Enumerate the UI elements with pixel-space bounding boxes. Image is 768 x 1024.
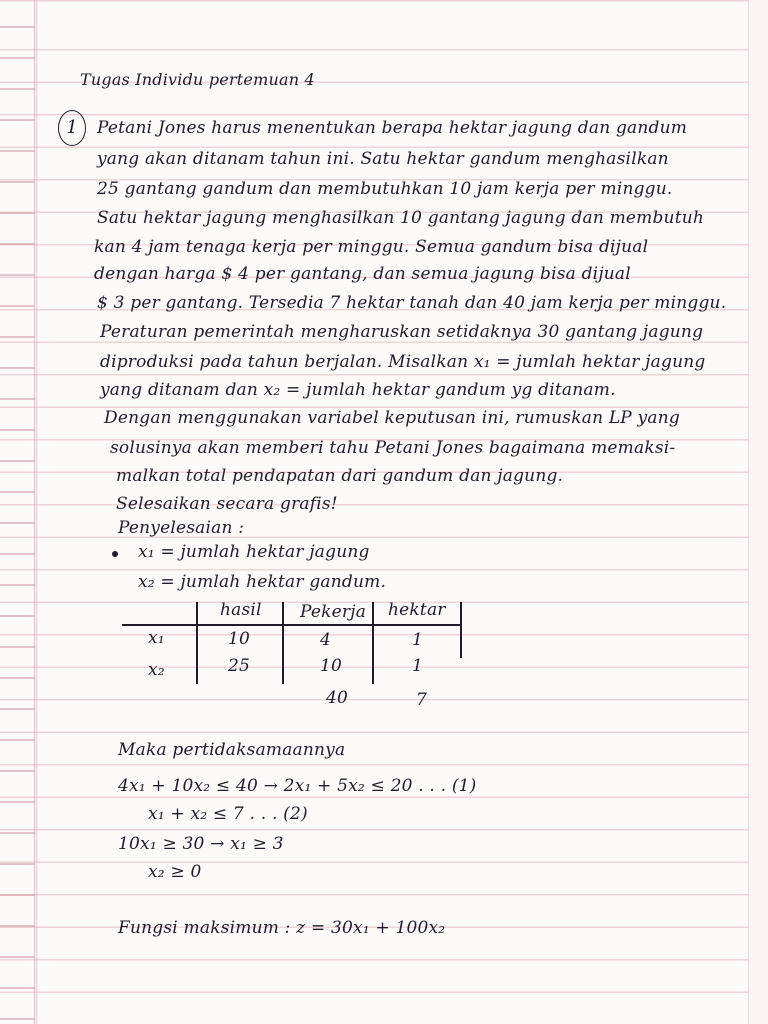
table-header: hasil	[220, 600, 262, 620]
problem-line: Petani Jones harus menentukan berapa hektar jagung dan gandum	[97, 118, 688, 138]
problem-line: yang akan ditanam tahun ini. Satu hektar gandum menghasilkan	[97, 149, 669, 169]
problem-line: kan 4 jam tenaga kerja per minggu. Semua gandum bisa dijual	[94, 237, 649, 257]
inequality-line: x₂ ≥ 0	[148, 862, 202, 882]
table-cell: 25	[228, 656, 251, 676]
variable-definition: x₂ = jumlah hektar gandum.	[138, 572, 387, 592]
variable-definition: x₁ = jumlah hektar jagung	[138, 542, 370, 562]
problem-line: 25 gantang gandum dan membutuhkan 10 jam kerja per minggu.	[97, 179, 673, 199]
table-cell: 10	[228, 629, 251, 649]
page-title: Tugas Individu pertemuan 4	[80, 70, 315, 89]
table-header: hektar	[388, 600, 446, 620]
table-divider	[282, 602, 284, 684]
problem-line: Dengan menggunakan variabel keputusan ini, rumuskan LP yang	[104, 408, 680, 428]
problem-line: solusinya akan memberi tahu Petani Jones bagaimana memaksi-	[110, 438, 676, 458]
table-cell: 1	[412, 656, 424, 676]
table-cell: 10	[320, 656, 343, 676]
problem-number: 1	[58, 110, 86, 146]
table-row-label: x₁	[148, 628, 165, 648]
table-header: Pekerja	[300, 602, 367, 622]
problem-line: malkan total pendapatan dari gandum dan jagung.	[116, 466, 564, 486]
margin-line	[36, 0, 37, 1024]
solution-heading: Penyelesaian :	[118, 518, 245, 538]
problem-line: yang ditanam dan x₂ = jumlah hektar gandum yg ditanam.	[100, 380, 616, 400]
table-total: 40	[326, 688, 349, 708]
problem-line: Peraturan pemerintah mengharuskan setidaknya 30 gantang jagung	[100, 322, 704, 342]
problem-line: $ 3 per gantang. Tersedia 7 hektar tanah dan 40 jam kerja per minggu.	[97, 293, 727, 313]
table-divider	[196, 602, 198, 684]
table-divider	[460, 602, 462, 658]
binding-margin	[0, 0, 35, 1024]
inequality-heading: Maka pertidaksamaannya	[118, 740, 346, 760]
problem-line: diproduksi pada tahun berjalan. Misalkan x₁ = jumlah hektar jagung	[100, 352, 706, 372]
problem-line: Selesaikan secara grafis!	[116, 494, 338, 514]
page-edge	[748, 0, 768, 1024]
inequality-line: 4x₁ + 10x₂ ≤ 40 → 2x₁ + 5x₂ ≤ 20 . . . (1)	[118, 776, 477, 796]
objective-function: Fungsi maksimum : z = 30x₁ + 100x₂	[118, 918, 446, 938]
table-divider	[372, 602, 374, 684]
inequality-line: x₁ + x₂ ≤ 7 . . . (2)	[148, 804, 308, 824]
inequality-line: 10x₁ ≥ 30 → x₁ ≥ 3	[118, 834, 284, 854]
bullet-icon	[112, 551, 118, 557]
table-cell: 1	[412, 630, 424, 650]
table-header-rule	[122, 624, 462, 626]
problem-line: Satu hektar jagung menghasilkan 10 gantang jagung dan membutuh	[97, 208, 705, 228]
table-row-label: x₂	[148, 660, 165, 680]
table-cell: 4	[320, 630, 332, 650]
problem-line: dengan harga $ 4 per gantang, dan semua jagung bisa dijual	[94, 264, 631, 284]
table-total: 7	[416, 690, 428, 710]
